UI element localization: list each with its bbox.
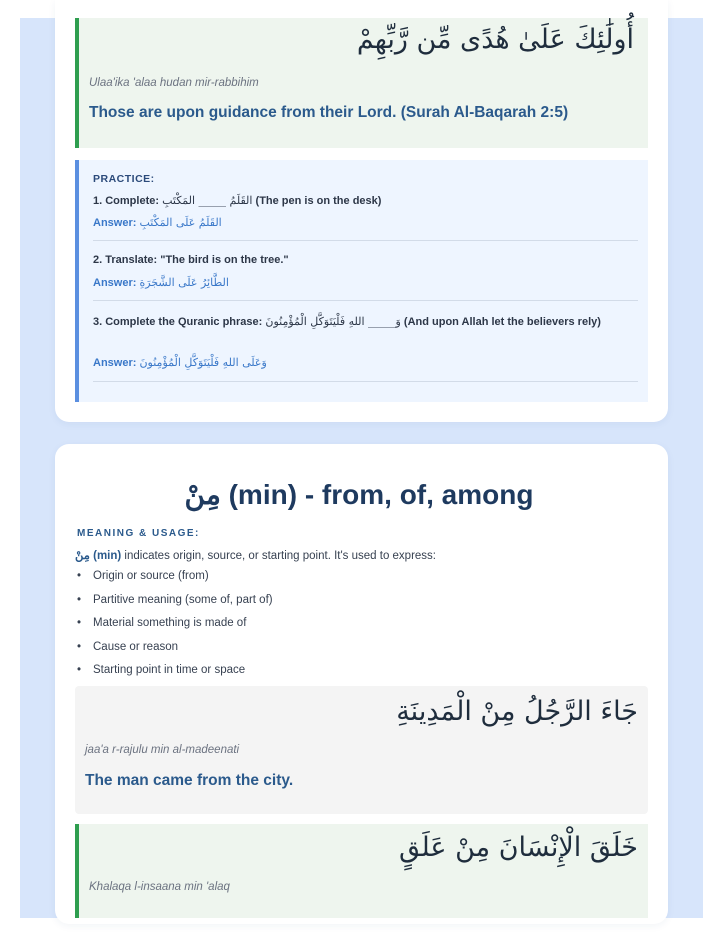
practice-question-2: 2. Translate: "The bird is on the tree." [93, 254, 289, 266]
list-item: • Starting point in time or space [77, 660, 273, 684]
example-arabic: جَاءَ الرَّجُلُ مِنْ الْمَدِينَةِ [396, 696, 638, 727]
example-box [75, 686, 648, 814]
list-item: • Material something is made of [77, 613, 273, 637]
example-translation: The man came from the city. [85, 772, 294, 789]
list-item: • Partitive meaning (some of, part of) [77, 590, 273, 614]
divider [93, 240, 638, 241]
quranic-transliteration: Khalaqa l-insaana min 'alaq [89, 881, 230, 893]
list-item: • Cause or reason [77, 637, 273, 661]
practice-answer-3: Answer: وَعَلَى اللهِ فَلْيَتَوَكَّلِ الْمُؤْمِنُونَ [93, 356, 267, 369]
section-heading: مِنْ (min) - from, of, among [184, 478, 534, 511]
meaning-usage-label: MEANING & USAGE: [77, 528, 200, 539]
example-transliteration: jaa'a r-rajulu min al-madeenati [85, 744, 240, 756]
list-item: • Origin or source (from) [77, 566, 273, 590]
practice-title: PRACTICE: [93, 173, 155, 185]
practice-answer-1: Answer: القَلَمُ عَلَى المَكْتَبِ [93, 216, 222, 229]
practice-box [75, 160, 648, 402]
quranic-translation: Those are upon guidance from their Lord. (Surah Al-Baqarah 2:5) [89, 104, 569, 121]
quranic-arabic: خَلَقَ الْإِنْسَانَ مِنْ عَلَقٍ [398, 832, 638, 863]
quranic-transliteration: Ulaa'ika 'alaa hudan mir-rabbihim [89, 77, 259, 89]
usage-intro: مِنْ (min) indicates origin, source, or starting point. It's used to express: [75, 548, 437, 562]
practice-question-3: 3. Complete the Quranic phrase: وَ_____ اللهِ فَلْيَتَوَكَّلِ الْمُؤْمِنُونَ (And upon Allah let the believers rely) [93, 315, 601, 328]
divider [93, 381, 638, 382]
practice-question-1: 1. Complete: القَلَمُ _____ المَكْتَبِ (The pen is on the desk) [93, 194, 382, 207]
divider [93, 300, 638, 301]
quranic-arabic: أُولَٰئِكَ عَلَىٰ هُدًى مِّن رَّبِّهِمْ [356, 24, 634, 55]
practice-answer-2: Answer: الطَّائِرُ عَلَى الشَّجَرَةِ [93, 276, 229, 289]
quranic-example [75, 18, 648, 148]
usage-list [77, 566, 273, 684]
quranic-example [75, 824, 648, 918]
